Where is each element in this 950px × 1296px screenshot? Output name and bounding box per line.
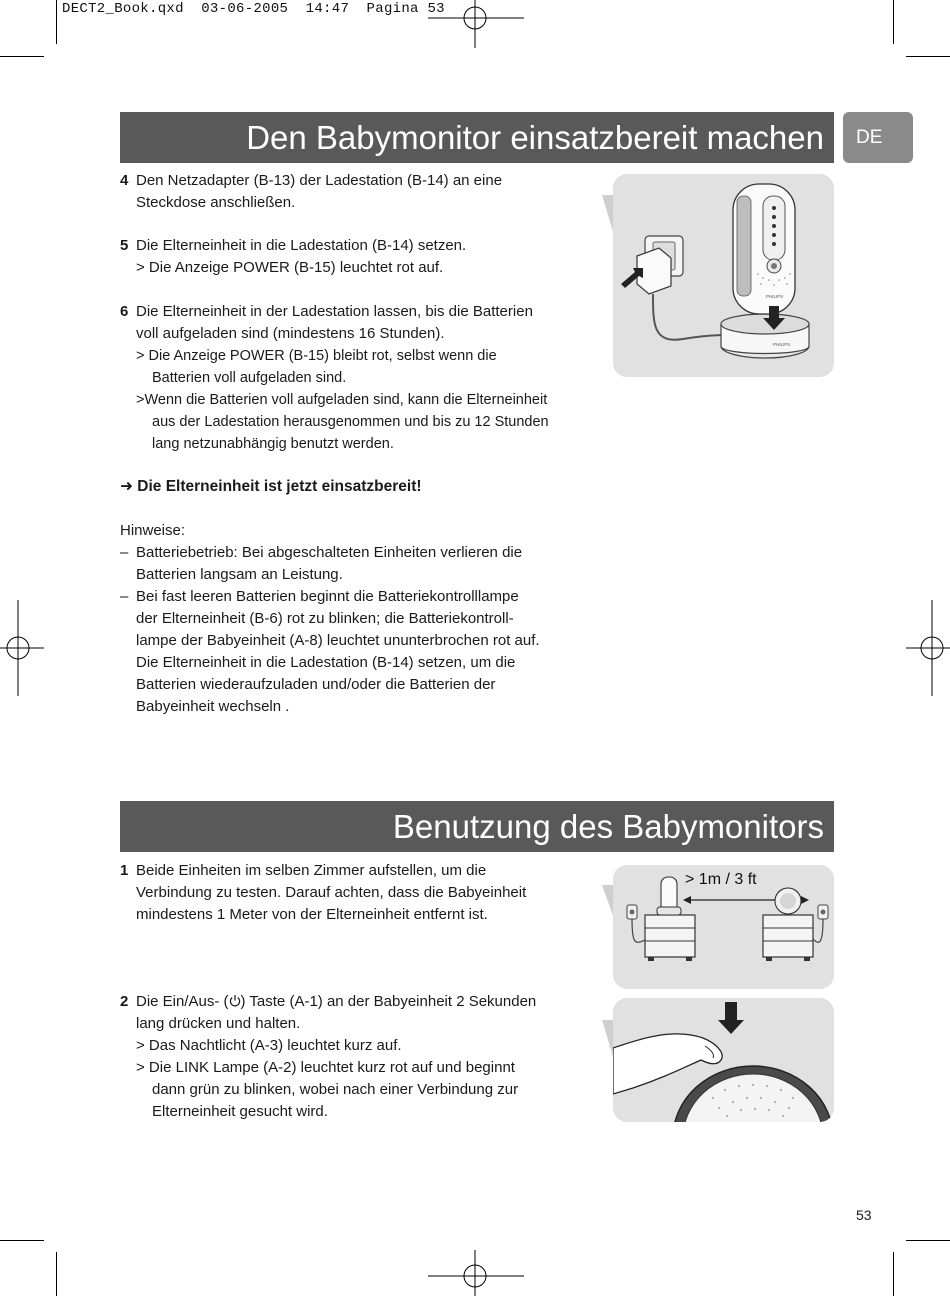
step-text-line: Steckdose anschließen.: [136, 194, 296, 211]
base-brand-label: PHILIPS: [773, 342, 791, 347]
registration-mark-top: [428, 0, 524, 48]
step-result-line: lang netzunabhängig benutzt werden.: [152, 436, 394, 452]
distance-illustration-panel: [613, 865, 834, 989]
step-number: 5: [120, 237, 129, 254]
step-text-line: mindestens 1 Meter von der Elterneinheit entfernt ist.: [136, 906, 488, 923]
step-item: [120, 860, 600, 926]
unit-brand-label: PHILIPS: [766, 294, 784, 299]
step-number: 6: [120, 303, 129, 320]
step-result-line: > Das Nachtlicht (A-3) leuchtet kurz auf.: [136, 1037, 402, 1054]
step-result-line: aus der Ladestation herausgenommen und bis zu 12 Stunden: [152, 414, 549, 430]
step-number: 2: [120, 993, 129, 1010]
step-text-fragment: ) Taste (A-1) an der Babyeinheit 2 Sekunden: [240, 993, 537, 1010]
step-result-line: dann grün zu blinken, wobei nach einer Verbindung zur: [152, 1081, 519, 1098]
step-text-line: voll aufgeladen sind (mindestens 16 Stunden).: [136, 325, 445, 342]
step-result-line: > Die LINK Lampe (A-2) leuchtet kurz rot auf und beginnt: [136, 1059, 515, 1076]
note-dash: –: [120, 544, 129, 561]
print-slug: DECT2_Book.qxd 03-06-2005 14:47 Pagina 53: [62, 1, 445, 17]
step-text-line: lang drücken und halten.: [136, 1015, 301, 1032]
step-text-fragment: Die Ein/Aus- (: [136, 993, 229, 1010]
notes-list: [120, 542, 600, 718]
step-text-line: [136, 991, 600, 1013]
note-line: der Elterneinheit (B-6) rot zu blinken; die Batteriekontroll-: [136, 610, 514, 627]
charging-illustration-panel: [613, 174, 834, 377]
note-line: Bei fast leeren Batterien beginnt die Batteriekontrolllampe: [136, 588, 519, 605]
step-result-line: >Wenn die Batterien voll aufgeladen sind, kann die Elterneinheit: [136, 392, 548, 408]
section-title: Benutzung des Babymonitors: [392, 808, 824, 845]
step-text-line: Den Netzadapter (B-13) der Ladestation (B-14) an eine: [136, 172, 503, 189]
step-text-line: Die Elterneinheit in die Ladestation (B-14) setzen.: [136, 237, 467, 254]
step-text-line: Beide Einheiten im selben Zimmer aufstellen, um die: [136, 862, 487, 879]
step-number: 1: [120, 862, 129, 879]
note-line: Batterien langsam an Leistung.: [136, 566, 343, 583]
note-dash: –: [120, 588, 129, 605]
section-title: Den Babymonitor einsatzbereit machen: [246, 119, 824, 156]
crop-mark: [906, 1240, 950, 1241]
step-number: 4: [120, 172, 129, 189]
step-item: [120, 170, 600, 214]
notes-title: Hinweise:: [120, 522, 186, 539]
step-text-line: Verbindung zu testen. Darauf achten, dass die Babyeinheit: [136, 884, 527, 901]
step-item: [120, 301, 600, 455]
crop-mark: [0, 56, 44, 57]
step-result-line: > Die Anzeige POWER (B-15) bleibt rot, selbst wenn die: [136, 348, 497, 364]
note-item: [120, 542, 600, 586]
crop-mark: [906, 56, 950, 57]
step-text-line: Die Elterneinheit in der Ladestation lassen, bis die Batterien: [136, 303, 533, 320]
crop-mark: [893, 1252, 894, 1296]
registration-mark-bottom: [428, 1250, 524, 1296]
power-icon: [229, 994, 241, 1007]
note-line: Batteriebetrieb: Bei abgeschalteten Einheiten verlieren die: [136, 544, 523, 561]
crop-mark: [0, 1240, 44, 1241]
note-line: Die Elterneinheit in die Ladestation (B-14) setzen, um die: [136, 654, 516, 671]
step-item: [120, 991, 600, 1123]
note-item: [120, 586, 600, 718]
distance-label: > 1m / 3 ft: [685, 871, 757, 888]
registration-mark-right: [906, 600, 950, 696]
charging-station-illustration: [613, 174, 834, 377]
step-item: [120, 235, 600, 279]
press-button-illustration-panel: [613, 998, 834, 1122]
language-tab: DE: [843, 112, 913, 163]
note-line: Babyeinheit wechseln .: [136, 698, 290, 715]
note-line: Batterien wiederaufzuladen und/oder die Batterien der: [136, 676, 496, 693]
crop-mark: [893, 0, 894, 44]
note-line: lampe der Babyeinheit (A-8) leuchtet ununterbrochen rot auf.: [136, 632, 540, 649]
step-result-line: Elterneinheit gesucht wird.: [152, 1103, 328, 1120]
step-result-line: Batterien voll aufgeladen sind.: [152, 370, 347, 386]
registration-mark-left: [0, 600, 44, 696]
distance-illustration: [613, 865, 834, 989]
step-result-line: > Die Anzeige POWER (B-15) leuchtet rot auf.: [136, 259, 444, 276]
press-button-illustration: [613, 998, 834, 1122]
crop-mark: [56, 1252, 57, 1296]
crop-mark: [56, 0, 57, 44]
section-title-band: [120, 801, 834, 852]
page-number: 53: [856, 1207, 872, 1223]
section-title-band: [120, 112, 834, 163]
ready-statement: ➜ Die Elterneinheit ist jetzt einsatzbereit!: [120, 478, 422, 495]
